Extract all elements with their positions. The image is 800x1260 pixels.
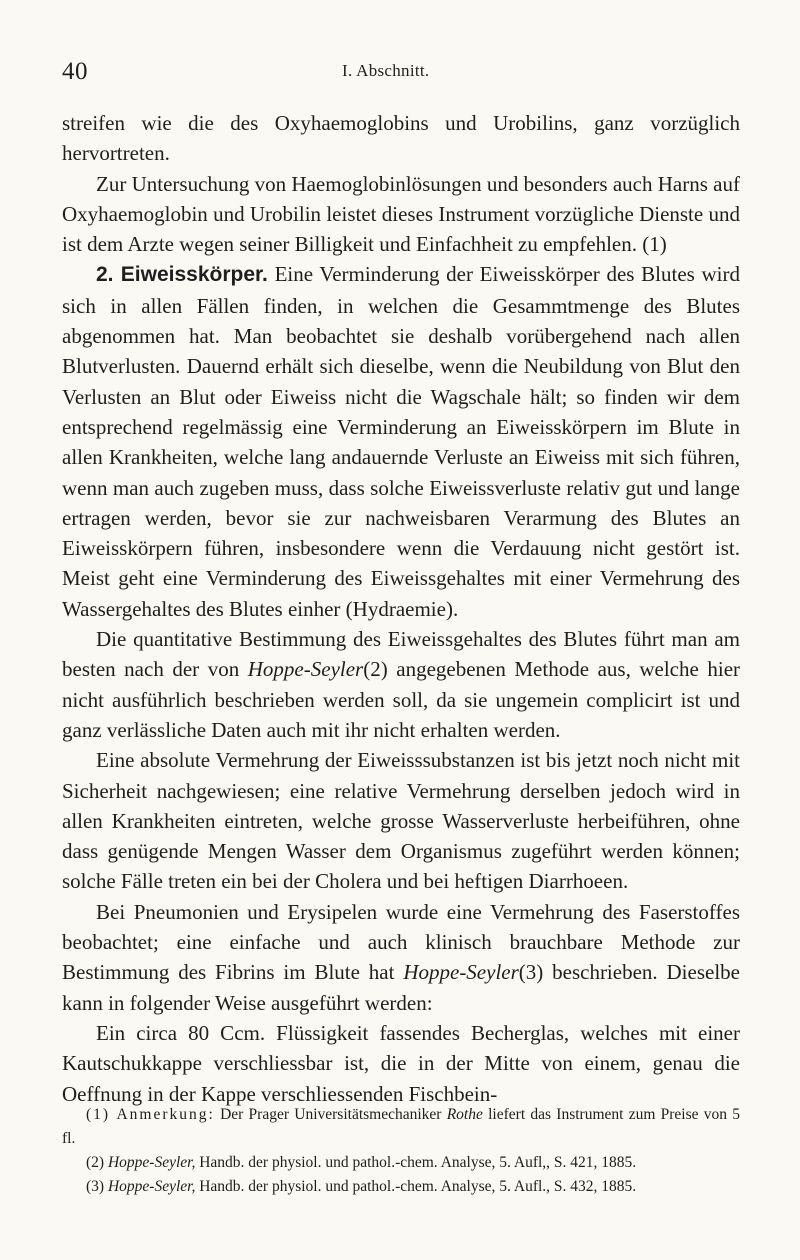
paragraph-1: streifen wie die des Oxyhaemoglobins und Urobilins, ganz vorzüglich hervortreten. bbox=[62, 111, 740, 166]
paragraph-5: Eine absolute Vermehrung der Eiweisssubstanzen ist bis jetzt noch nicht mit Sicherheit nachgewiesen; eine relative Vermehrung derselben jedoch wird in allen Krankheiten eintreten, welche grosse Wasserverluste herbeiführen, ohne dass genügende Mengen Wasser dem Organismus zugeführt werden können; solche Fälle treten ein bei der Cholera und bei heftigen Diarrhoeen. bbox=[62, 748, 740, 894]
paragraph-4-text-b: (2) angegebenen Methode aus, welche hier nicht ausführlich beschrieben werden soll, da sie ungemein complicirt ist und ganz verlässliche Daten auch mit ihr nicht erhalten werden. bbox=[62, 657, 741, 742]
paragraph-6-text-b: (3) beschrieben. Dieselbe kann in folgender Weise ausgeführt werden: bbox=[62, 960, 740, 1015]
paragraph-4-text-a: Die quantitative Bestimmung des Eiweissgehaltes des Blutes führt man am besten nach der von bbox=[62, 627, 740, 682]
author-citation: Hoppe-Seyler bbox=[247, 657, 364, 682]
body-text bbox=[62, 108, 740, 1109]
footnote-3-author: Hoppe-Seyler, bbox=[107, 1178, 196, 1195]
page-number: 40 bbox=[62, 58, 88, 85]
footnote-1-text-b: liefert das Instrument zum Preise von 5 fl. bbox=[62, 1106, 741, 1147]
paragraph-2: Zur Untersuchung von Haemoglobinlösungen und besonders auch Harns auf Oxyhaemoglobin und Urobilin leistet dieses Instrument vorzügliche Dienste und ist dem Arzte wegen seiner Billigkeit und Einfachheit zu empfehlen. (1) bbox=[62, 171, 740, 257]
paragraph-3-text: Eine Verminderung der Eiweisskörper des Blutes wird sich in allen Fällen finden, in welchen die Gesammtmenge des Blutes abgenommen hat. Man beobachtet sie deshalb vorübergehend nach allen Blutverlusten. Dauernd erhält sich dieselbe, wenn die Neubildung von Blut den Verlusten an Blut oder Eiweiss nicht die Wagschale hält; so finden wir dem entsprechend regelmässig eine Verminderung an Eiweisskörpern im Blute in allen Krankheiten, welche lang andauernde Verluste an Eiweiss mit sich führen, wenn man auch zugeben muss, dass solche Eiweissverluste relativ gut und lange ertragen werden, bevor sie zur nachweisbaren Verarmung des Blutes an Eiweisskörpern führen, insbesondere wenn die Verdauung nicht gestört ist. Meist geht eine Verminderung des Eiweissgehaltes mit einer Vermehrung des Wassergehaltes des Blutes einher (Hydraemie). bbox=[62, 262, 741, 621]
paragraph-7: Ein circa 80 Ccm. Flüssigkeit fassendes Becherglas, welches mit einer Kautschukkappe verschliessbar ist, die in der Mitte von einem, genau die Oeffnung in der Kappe verschliessenden Fischbein- bbox=[62, 1020, 740, 1106]
footnote-1-text-a: Der Prager Universitätsmechaniker bbox=[220, 1106, 442, 1123]
paragraph-6-text-a: Bei Pneumonien und Erysipelen wurde eine Vermehrung des Faserstoffes beobachtet; eine einfache und auch klinisch brauchbare Methode zur Bestimmung des Fibrins im Blute hat bbox=[62, 899, 740, 985]
footnote-2-text: Handb. der physiol. und pathol.-chem. Analyse, 5. Aufl,, S. 421, 1885. bbox=[199, 1154, 637, 1171]
paragraph-3 bbox=[62, 259, 740, 624]
running-head: I. Abschnitt. bbox=[342, 61, 430, 80]
author-citation: Hoppe-Seyler bbox=[403, 960, 519, 985]
footnote-1 bbox=[62, 1103, 740, 1151]
footnote-1-name: Rothe bbox=[446, 1106, 483, 1123]
footnote-3-text: Handb. der physiol. und pathol.-chem. Analyse, 5. Aufl., S. 432, 1885. bbox=[199, 1178, 637, 1195]
page-header bbox=[62, 58, 738, 92]
footnote-1-label: (1) Anmerkung: bbox=[86, 1106, 215, 1123]
footnotes bbox=[62, 1103, 740, 1199]
footnote-2-author: Hoppe-Seyler, bbox=[107, 1154, 196, 1171]
footnote-2-number: (2) bbox=[86, 1154, 105, 1171]
paragraph-6 bbox=[62, 897, 740, 1018]
footnote-3 bbox=[62, 1175, 740, 1199]
section-heading: 2. Eiweisskörper. bbox=[96, 263, 268, 287]
paragraph-4 bbox=[62, 624, 740, 745]
footnote-3-number: (3) bbox=[86, 1178, 105, 1195]
footnote-2 bbox=[62, 1151, 740, 1175]
